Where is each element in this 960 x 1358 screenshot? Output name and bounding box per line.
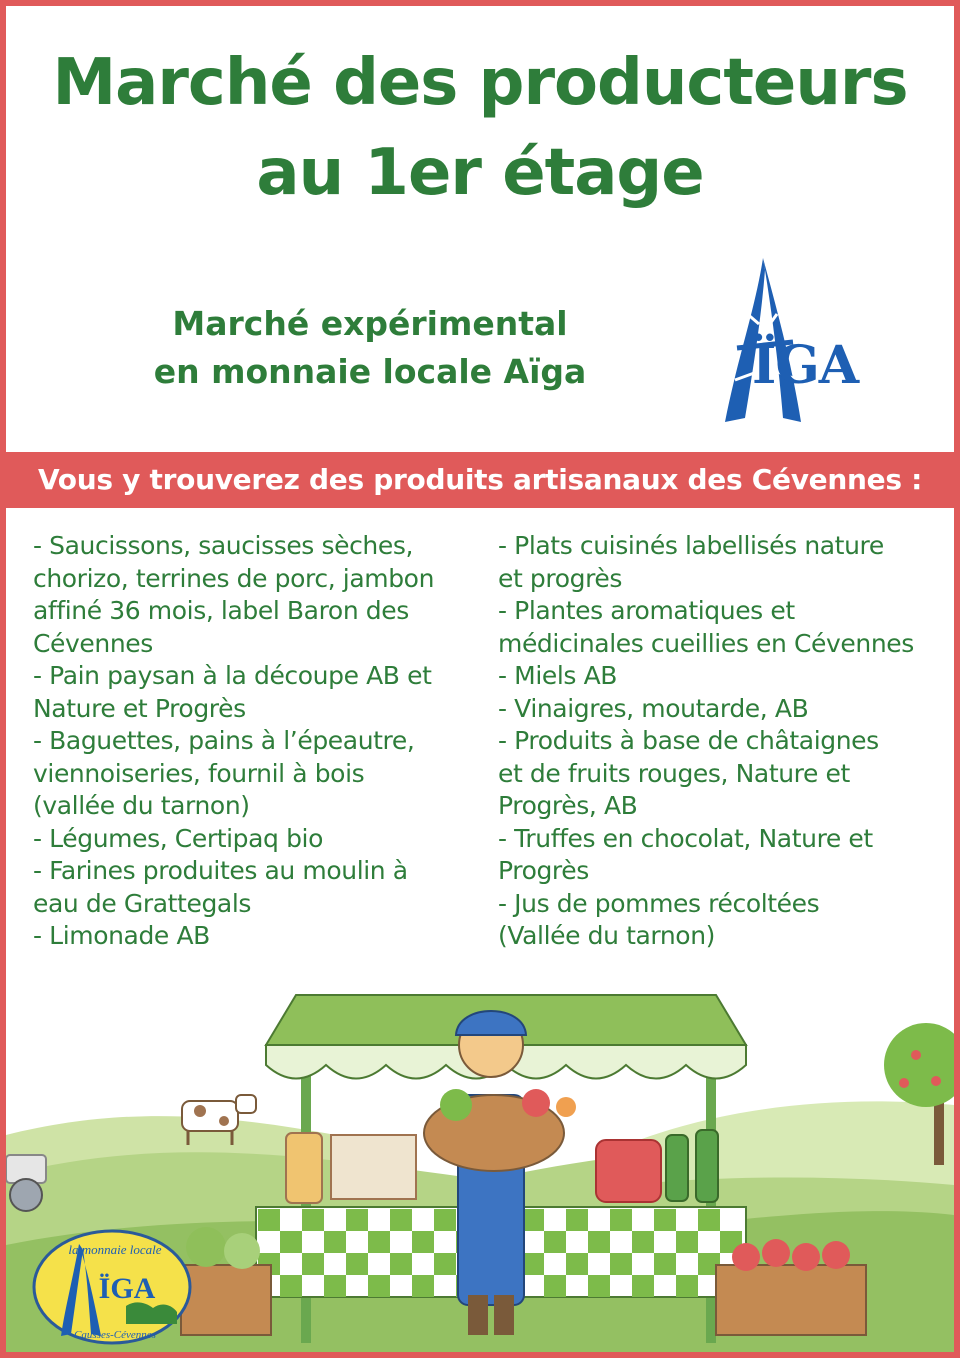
badge-top-text: la monnaie locale — [68, 1242, 162, 1257]
product-right-line: médicinales cueillies en Cévennes — [498, 628, 914, 658]
title-line-2: au 1er étage — [256, 136, 704, 210]
products-list-left — [33, 530, 478, 953]
products-list-right — [498, 530, 953, 953]
product-right-line: - Truffes en chocolat, Nature et — [498, 823, 873, 853]
subtitle-line-2: en monnaie locale Aïga — [153, 352, 587, 391]
product-left-line: eau de Grattegals — [33, 888, 252, 918]
product-right-line: Progrès — [498, 856, 589, 885]
product-right-line: (Vallée du tarnon) — [498, 921, 715, 950]
subtitle — [90, 300, 650, 396]
product-left-line: Cévennes — [33, 628, 153, 658]
badge-name-text: ÏGA — [98, 1272, 156, 1305]
logo-text: ÏGA — [752, 335, 859, 396]
product-right-line: Progrès, AB — [498, 791, 638, 820]
product-right-line: - Miels AB — [498, 661, 618, 690]
product-left-line: - Baguettes, pains à l’épeautre, — [33, 726, 415, 755]
product-right-line: - Plantes aromatiques et — [498, 596, 795, 625]
page-title — [0, 38, 960, 218]
product-right-line: et progrès — [498, 563, 623, 593]
title-line-1: Marché des producteurs — [52, 46, 908, 120]
product-left-line: - Limonade AB — [33, 921, 210, 950]
product-left-line: - Légumes, Certipaq bio — [33, 823, 323, 853]
aiga-badge-logo — [31, 1228, 193, 1346]
product-left-line: Nature et Progrès — [33, 693, 246, 723]
product-left-line: - Saucissons, saucisses sèches, — [33, 531, 414, 560]
product-left-line: viennoiseries, fournil à bois — [33, 758, 365, 788]
product-right-line: - Plats cuisinés labellisés nature — [498, 531, 884, 560]
product-right-line: - Produits à base de châtaignes — [498, 726, 879, 755]
product-left-line: - Farines produites au moulin à — [33, 856, 408, 885]
subtitle-line-1: Marché expérimental — [172, 304, 568, 343]
products-banner: Vous y trouverez des produits artisanaux des Cévennes : — [0, 452, 960, 508]
product-right-line: - Jus de pommes récoltées — [498, 888, 820, 918]
badge-bottom-text: Causses-Cévennes — [74, 1329, 156, 1341]
product-left-line: chorizo, terrines de porc, jambon — [33, 563, 435, 593]
product-left-line: affiné 36 mois, label Baron des — [33, 596, 409, 625]
product-right-line: - Vinaigres, moutarde, AB — [498, 693, 809, 723]
product-right-line: et de fruits rouges, Nature et — [498, 758, 850, 788]
product-left-line: - Pain paysan à la découpe AB et — [33, 661, 432, 690]
product-left-line: (vallée du tarnon) — [33, 791, 250, 820]
tractor-icon — [6, 1155, 46, 1211]
